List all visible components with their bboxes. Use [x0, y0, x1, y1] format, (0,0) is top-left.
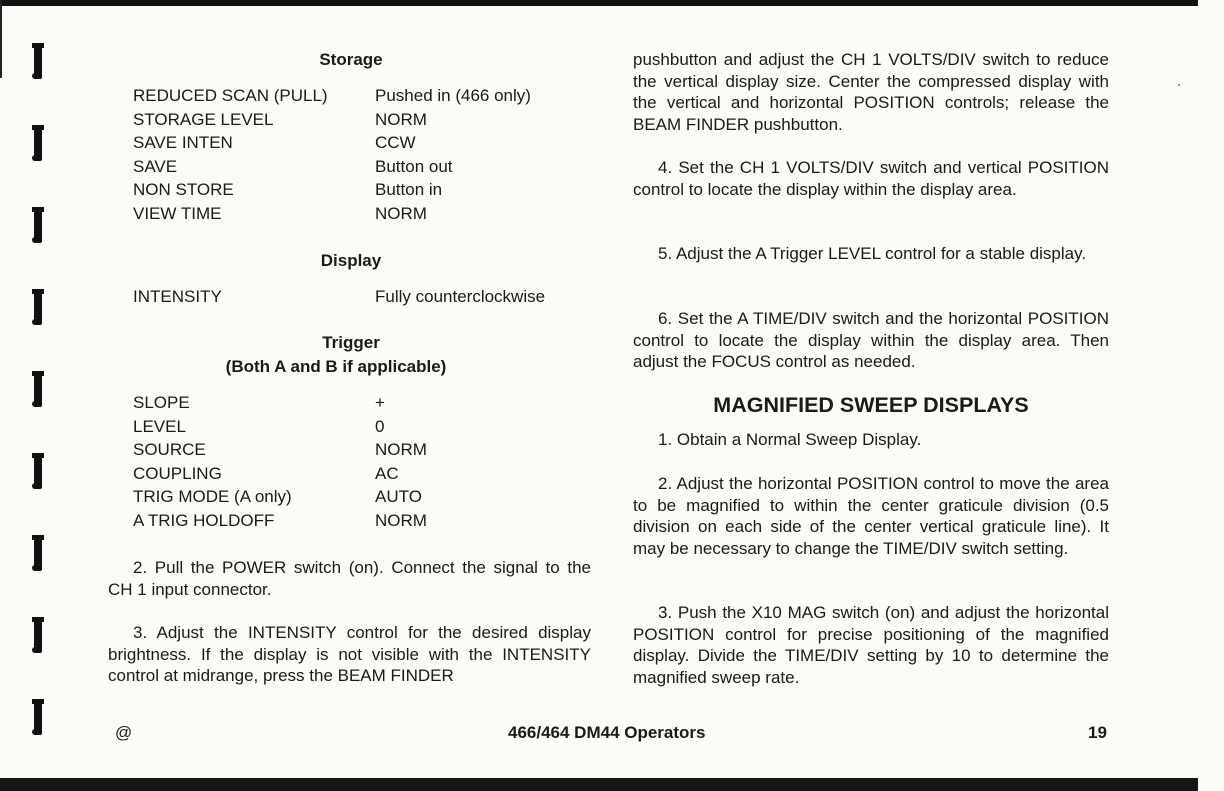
setting-value: Fully counterclockwise: [375, 287, 546, 306]
mag-step-3-paragraph: 3. Push the X10 MAG switch (on) and adjust the horizontal POSITION control for precise positioning of the magnified display. Divide the TIME/DIV setting by 10 to determine the magnified sweep rate.: [633, 603, 1109, 687]
step-6-paragraph: 6. Set the A TIME/DIV switch and the horizontal POSITION control to locate the display within the display area. Then adjust the FOCUS control as needed.: [633, 309, 1109, 372]
setting-value: Button out: [375, 156, 453, 176]
binding-ring-icon: [32, 207, 44, 243]
setting-value: CCW: [375, 133, 416, 152]
setting-name: REDUCED SCAN (PULL): [133, 86, 328, 105]
setting-value: Pushed in (466 only): [375, 86, 531, 105]
setting-value: +: [375, 393, 385, 412]
setting-name: A TRIG HOLDOFF: [133, 510, 275, 530]
setting-value: NORM: [375, 440, 427, 459]
setting-value: AUTO: [375, 487, 422, 506]
binding-ring-icon: [32, 699, 44, 735]
mag-step-1-paragraph: 1. Obtain a Normal Sweep Display.: [658, 430, 922, 449]
step-3-paragraph: 3. Adjust the INTENSITY control for the desired display brightness. If the display is not visible with the INTENSITY control at midrange, press the BEAM FINDER: [108, 623, 591, 686]
step-4-paragraph: 4. Set the CH 1 VOLTS/DIV switch and vertical POSITION control to locate the display within the display area.: [633, 158, 1109, 199]
setting-name: INTENSITY: [133, 287, 222, 306]
magnified-sweep-heading: MAGNIFIED SWEEP DISPLAYS: [713, 393, 1029, 417]
setting-name: COUPLING: [133, 463, 222, 483]
step-2-paragraph: 2. Pull the POWER switch (on). Connect the signal to the CH 1 input connector.: [108, 558, 591, 599]
page-number: 19: [1088, 723, 1107, 742]
trigger-heading: Trigger: [322, 333, 380, 352]
setting-name: SLOPE: [133, 393, 190, 412]
setting-name: SAVE: [133, 156, 178, 176]
footer-title: 466/464 DM44 Operators: [508, 723, 706, 742]
setting-name: SOURCE: [133, 440, 206, 459]
binding-ring-icon: [32, 617, 44, 653]
footer-symbol: @: [115, 723, 133, 742]
setting-value: NORM: [375, 510, 427, 530]
setting-value: 0: [375, 416, 385, 436]
binding-ring-icon: [32, 535, 44, 571]
left-edge-rule: [0, 0, 2, 78]
top-edge-bar: [0, 0, 1198, 6]
binding-ring-icon: [32, 125, 44, 161]
setting-name: SAVE INTEN: [133, 133, 233, 152]
binding-ring-icon: [32, 289, 44, 325]
setting-name: NON STORE: [133, 180, 234, 199]
setting-name: TRIG MODE (A only): [133, 487, 292, 506]
mag-step-2-paragraph: 2. Adjust the horizontal POSITION control to move the area to be magnified to within the center graticule division (0.5 division on each side of the center vertical graticule line). It may be necessary to change the TIME/DIV switch setting.: [633, 474, 1109, 558]
bottom-edge-bar: [0, 778, 1198, 791]
setting-name: VIEW TIME: [133, 203, 222, 223]
setting-value: NORM: [375, 109, 427, 129]
binding-ring-icon: [32, 371, 44, 407]
setting-name: LEVEL: [133, 416, 186, 436]
step-5-paragraph: 5. Adjust the A Trigger LEVEL control for a stable display.: [658, 244, 1087, 263]
speck: [1178, 84, 1180, 86]
step-3-continued-paragraph: pushbutton and adjust the CH 1 VOLTS/DIV switch to reduce the vertical display size. Center the compressed display with the vertical and horizontal POSITION controls; release the BEAM FINDER pushbutton.: [633, 50, 1109, 134]
setting-value: NORM: [375, 203, 427, 223]
setting-name: STORAGE LEVEL: [133, 109, 274, 129]
storage-heading: Storage: [319, 50, 383, 69]
binding-ring-icon: [32, 43, 44, 79]
setting-value: Button in: [375, 180, 443, 199]
trigger-subheading: (Both A and B if applicable): [225, 357, 447, 376]
display-heading: Display: [320, 251, 382, 270]
binding-ring-icon: [32, 453, 44, 489]
setting-value: AC: [375, 463, 399, 483]
